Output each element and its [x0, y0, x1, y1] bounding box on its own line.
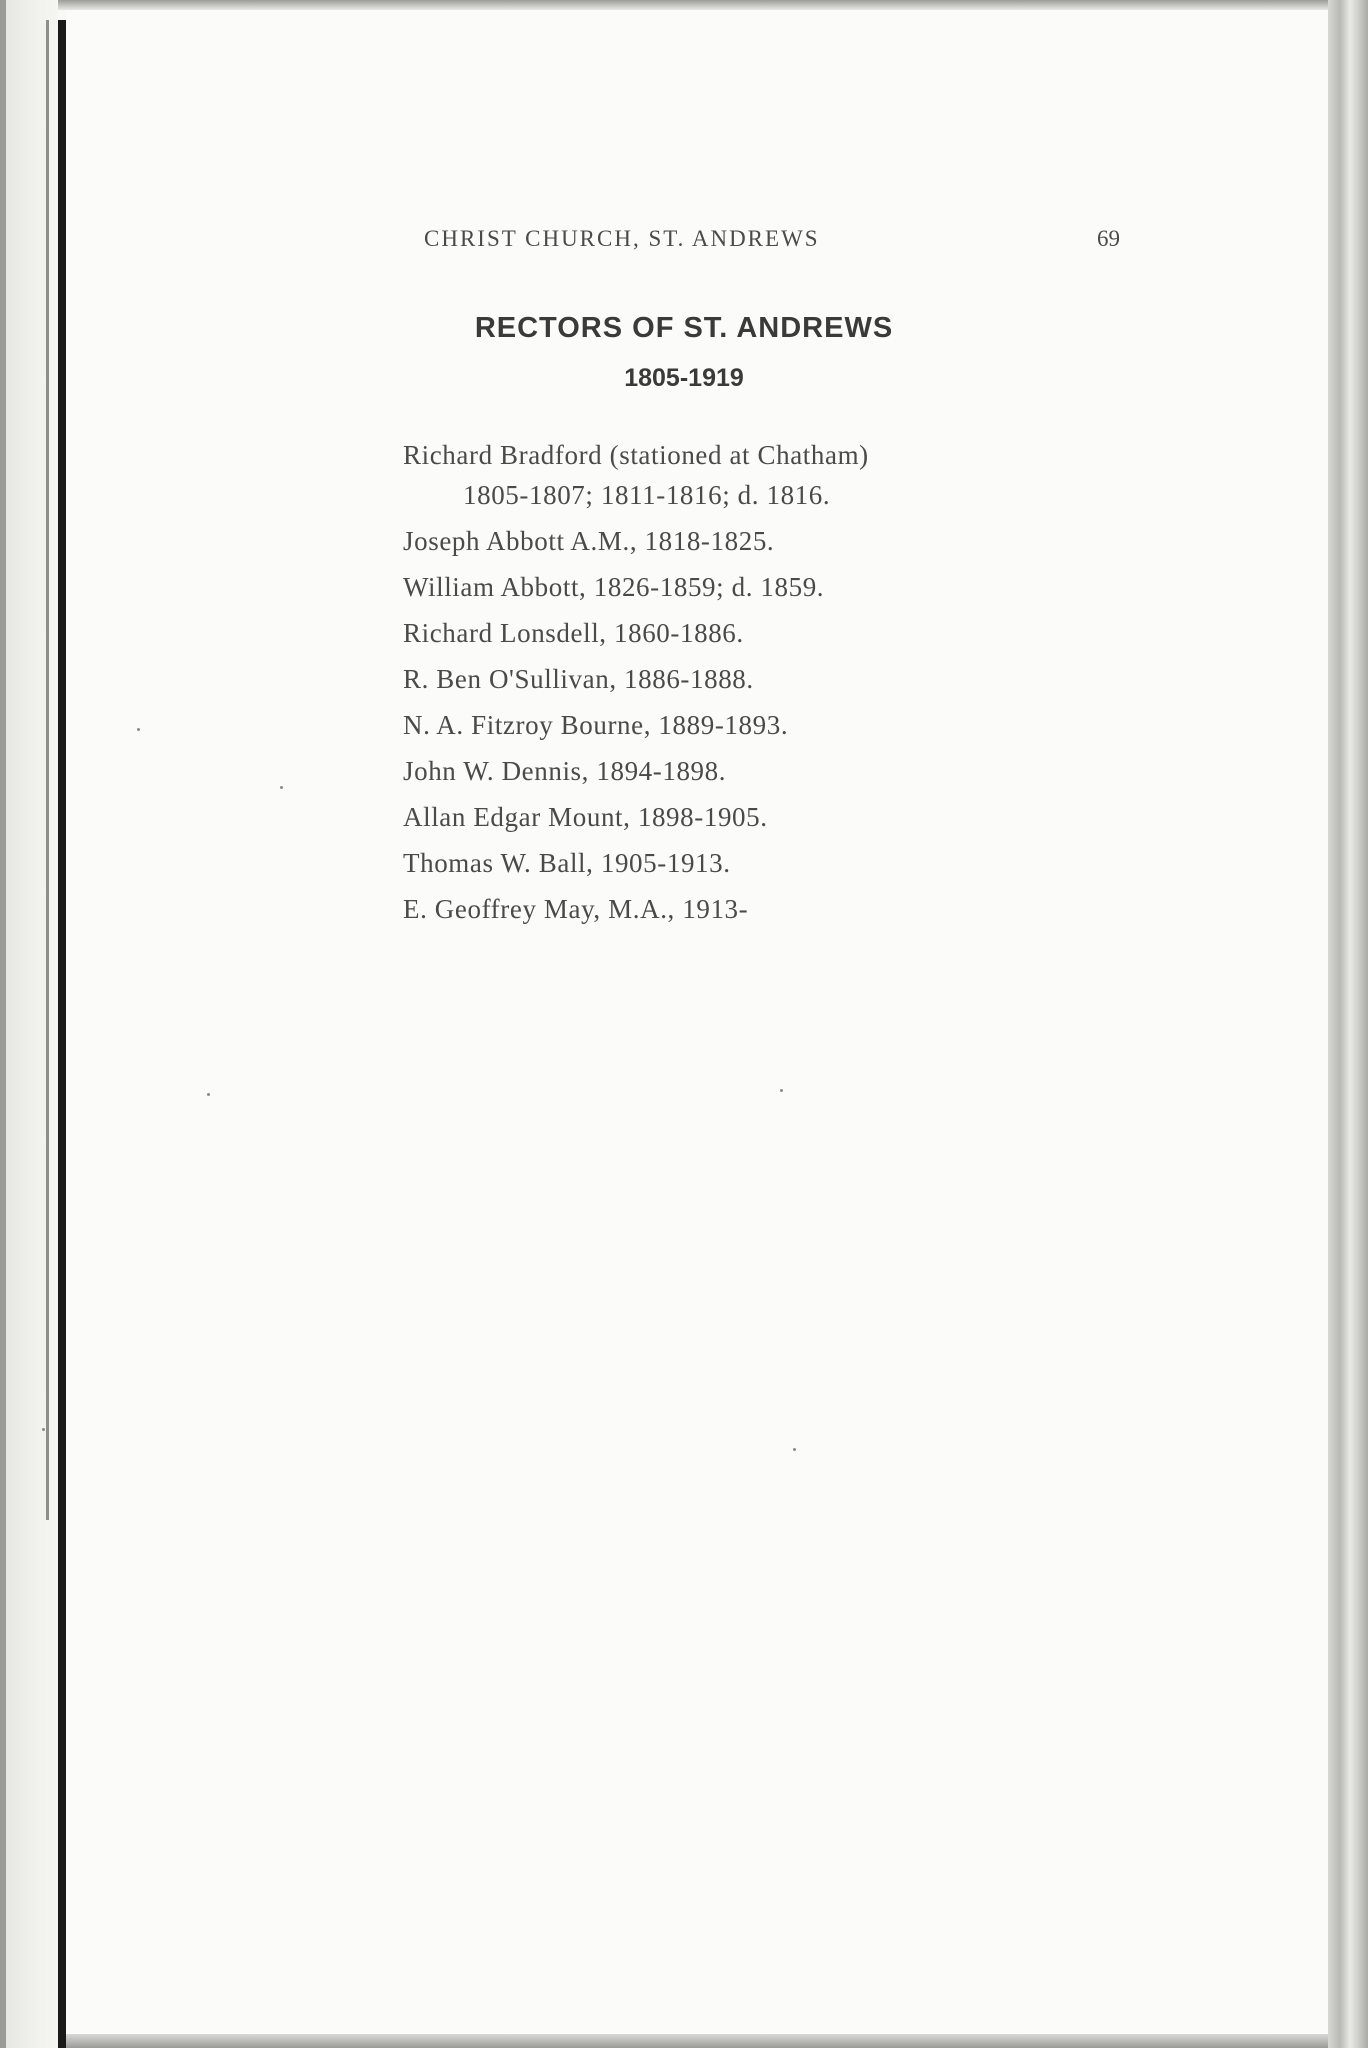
page-fore-edge [1328, 0, 1368, 2048]
list-item [403, 613, 869, 653]
rector-entry: William Abbott, 1826-1859; d. 1859. [403, 572, 825, 602]
rector-entry: Thomas W. Ball, 1905-1913. [403, 848, 731, 878]
list-item [403, 435, 869, 515]
gutter-line [46, 20, 49, 1520]
paper-speck [137, 728, 140, 731]
rector-entry: Richard Lonsdell, 1860-1886. [403, 618, 744, 648]
rector-entry-continuation: 1805-1807; 1811-1816; d. 1816. [463, 480, 831, 510]
page-bottom-edge [66, 2034, 1328, 2048]
paper-speck [42, 1428, 45, 1431]
rector-entry: Allan Edgar Mount, 1898-1905. [403, 802, 768, 832]
list-item [403, 751, 869, 791]
running-head: CHRIST CHURCH, ST. ANDREWS [424, 226, 820, 251]
section-title: RECTORS OF ST. ANDREWS [474, 312, 894, 344]
list-item [403, 567, 869, 607]
rector-entry: John W. Dennis, 1894-1898. [403, 756, 727, 786]
list-item [403, 797, 869, 837]
list-item [403, 889, 869, 929]
paper-speck [780, 1089, 783, 1092]
rector-entry: N. A. Fitzroy Bourne, 1889-1893. [403, 710, 789, 740]
rectors-list [403, 435, 869, 935]
list-item [403, 521, 869, 561]
section-years: 1805-1919 [624, 364, 744, 392]
page-number: 69 [1097, 226, 1120, 251]
facing-page-margin [6, 0, 58, 2048]
rector-entry: R. Ben O'Sullivan, 1886-1888. [403, 664, 754, 694]
rector-entry: Joseph Abbott A.M., 1818-1825. [403, 526, 775, 556]
list-item [403, 705, 869, 745]
paper-speck [280, 786, 283, 789]
rector-entry: E. Geoffrey May, M.A., 1913- [403, 894, 749, 924]
list-item [403, 843, 869, 883]
page-top-edge [0, 0, 1368, 10]
list-item [403, 659, 869, 699]
paper-speck [207, 1093, 210, 1096]
rector-entry: Richard Bradford (stationed at Chatham) [403, 440, 869, 470]
paper-speck [793, 1448, 796, 1451]
